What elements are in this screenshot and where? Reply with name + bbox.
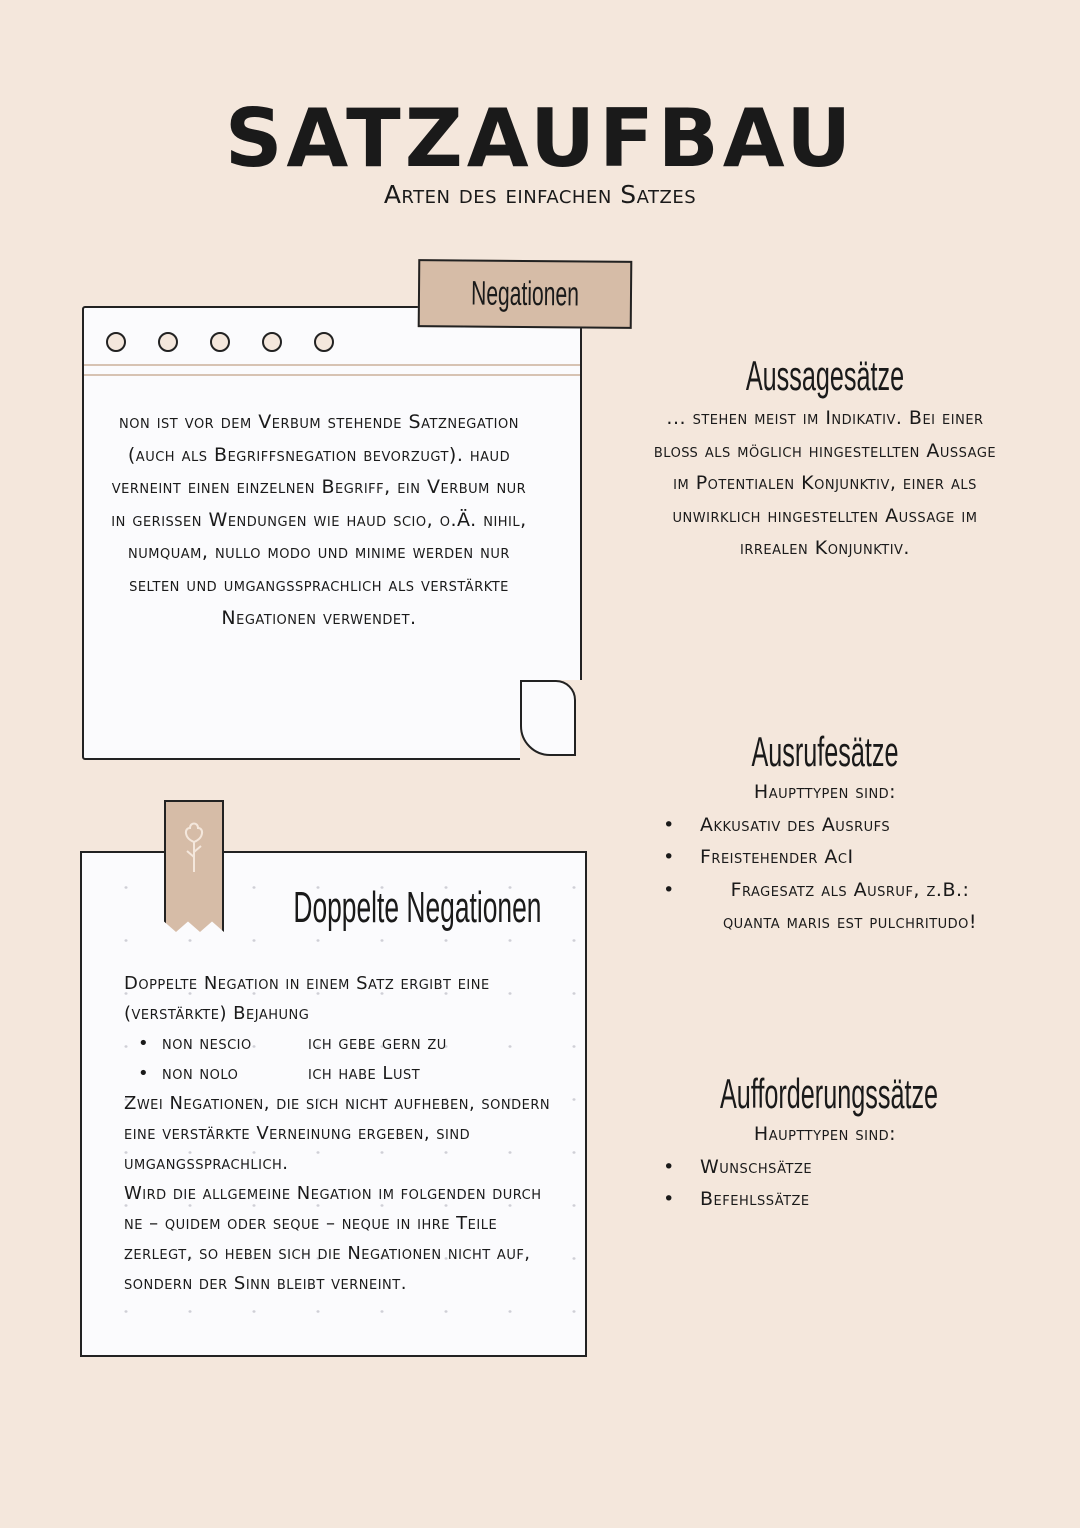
aufforderung-intro: Haupttypen sind:: [753, 1123, 897, 1145]
list-item: • Freistehender AcI: [663, 846, 854, 869]
example-row: • non nolo ich habe Lust: [138, 1063, 421, 1084]
hole-icon: [158, 332, 178, 352]
list-item: • Befehlssätze: [663, 1188, 810, 1211]
aussage-title: Aussagesätze: [745, 352, 905, 399]
binder-holes: [106, 332, 334, 352]
page-subtitle: Arten des einfachen Satzes: [383, 180, 697, 209]
doppelte-p2: Zwei Negationen, die sich nicht aufheben, sondern eine verstärkte Verneinung ergeben, sind umgangssprachlich.: [124, 1093, 551, 1174]
ausruf-intro: Haupttypen sind:: [753, 781, 897, 803]
doppelte-p3: Wird die allgemeine Negation im folgenden durch ne – quidem oder seque – neque in ihre Teile zerlegt, so heben sich die Negationen nicht auf, sondern der Sinn bleibt verneint.: [124, 1183, 542, 1294]
divider: [84, 364, 580, 366]
negationen-tape-label: Negationen: [418, 259, 633, 329]
flower-icon: [166, 802, 222, 892]
hole-icon: [210, 332, 230, 352]
aufforderung-title: Aufforderungssätze: [720, 1070, 939, 1117]
aufforderung-list: [650, 1151, 1000, 1216]
doppelte-negationen-card: [80, 851, 587, 1357]
ausrufesaetze-section: [650, 728, 1000, 939]
list-item: • Akkusativ des Ausrufs: [663, 813, 891, 836]
list-item: • Fragesatz als Ausruf, z.B.: quanta maris est pulchritudo!: [663, 878, 978, 934]
aussage-text: ... stehen meist im Indikativ. Bei einer bloß als möglich hingestellten Aussage im Potentialen Konjunktiv, einer als unwirklich hingestellten Aussage im irrealen Konjunktiv.: [653, 407, 997, 560]
page-title: SATZAUFBAU: [224, 92, 856, 185]
doppelte-text: [124, 969, 564, 1299]
doppelte-title: Doppelte Negationen: [292, 883, 541, 932]
ausruf-title: Ausrufesätze: [751, 728, 899, 775]
flower-bookmark-tape: [164, 800, 224, 932]
doppelte-intro: Doppelte Negation in einem Satz ergibt eine (verstärkte) Bejahung: [124, 973, 490, 1024]
example-row: • non nescio ich gebe gern zu: [138, 1033, 447, 1054]
list-item: • Wunschsätze: [663, 1155, 813, 1178]
negationen-text: non ist vor dem Verbum stehende Satznegation (auch als Begriffsnegation bevorzugt). haud verneint einen einzelnen Begriff, ein Verbum nur in gerissen Wendungen wie haud scio, o.Ä. nihil, numquam, nullo modo und minime werden nur selten und umgangssprachlich als verstärkte Negationen verwendet.: [111, 411, 527, 629]
page-curl-icon: [520, 680, 582, 760]
divider: [84, 374, 580, 376]
hole-icon: [262, 332, 282, 352]
negationen-card: [82, 306, 582, 760]
aufforderungssaetze-section: [650, 1070, 1000, 1216]
hole-icon: [314, 332, 334, 352]
ausruf-list: [650, 809, 1000, 939]
aussagesaetze-section: [650, 352, 1000, 565]
hole-icon: [106, 332, 126, 352]
